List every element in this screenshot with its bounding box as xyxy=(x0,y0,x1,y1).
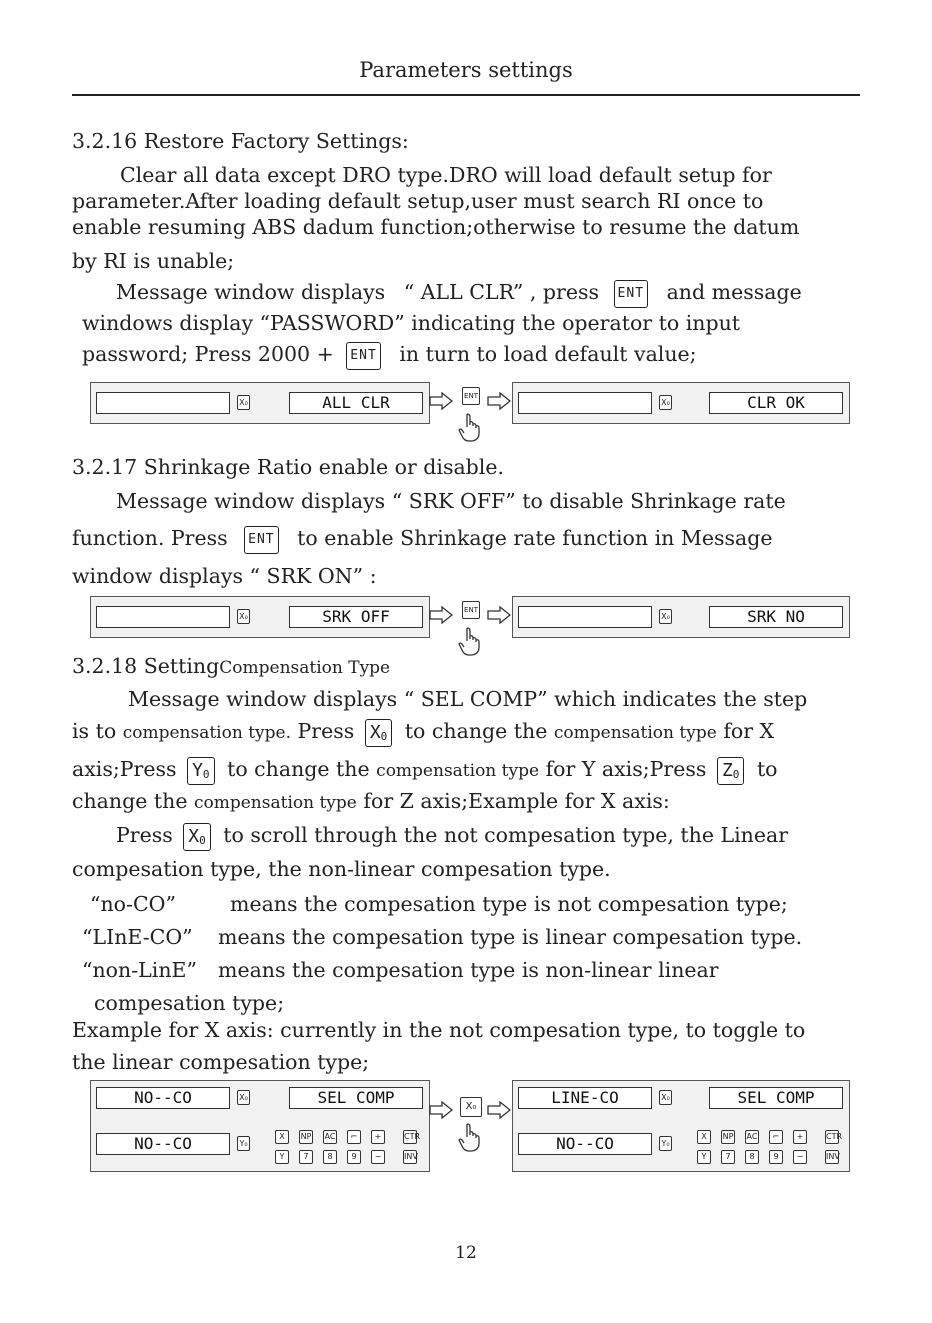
keypad-key: X xyxy=(697,1130,711,1144)
right-arrow-icon xyxy=(429,1101,453,1119)
keypad-key: 9 xyxy=(769,1150,783,1164)
keypad-key: + xyxy=(371,1130,385,1144)
s18-def-no-co: “no-CO” xyxy=(90,892,176,916)
message-window: SEL COMP xyxy=(709,1087,843,1109)
s18-line3 xyxy=(72,756,778,785)
dro-panel-before xyxy=(90,382,430,424)
key-letter: Z xyxy=(721,759,733,781)
keypad-key: 8 xyxy=(323,1150,337,1164)
x0-key-icon xyxy=(365,719,392,747)
keypad-key: Y xyxy=(697,1150,711,1164)
s18-example-line2: the linear compesation type; xyxy=(72,1050,370,1074)
keypad-key: INV xyxy=(825,1150,839,1164)
axis-window xyxy=(96,606,230,628)
s16-l7a: password; Press 2000 + xyxy=(82,342,334,366)
keypad-key: 9 xyxy=(347,1150,361,1164)
keypad-key: AC xyxy=(323,1130,337,1144)
s16-l7b: in turn to load default value; xyxy=(399,342,697,366)
s18-l5b: to scroll through the not compesation type, the Linear xyxy=(223,823,789,847)
s18-l4a: change the xyxy=(72,789,188,813)
s16-para-line: by RI is unable; xyxy=(72,249,235,273)
s18-line4 xyxy=(72,788,670,816)
s16-l5b: “ ALL CLR” , press xyxy=(403,280,600,304)
s18-l4c: for Z axis;Example for X axis: xyxy=(363,789,670,813)
key-sub: 0 xyxy=(202,767,210,781)
keypad-key: 8 xyxy=(745,1150,759,1164)
s18-l3c: compensation type xyxy=(376,761,540,781)
keypad-key: + xyxy=(793,1130,807,1144)
s16-para-line: parameter.After loading default setup,user must search RI once to xyxy=(72,189,764,213)
x-axis-window: NO--CO xyxy=(96,1087,230,1109)
section-3-2-18-heading xyxy=(72,653,390,681)
axis-window xyxy=(96,392,230,414)
section-3-2-17-heading: 3.2.17 Shrinkage Ratio enable or disable. xyxy=(72,455,505,479)
x0-key-icon: X₀ xyxy=(237,395,250,410)
key-sub: 0 xyxy=(199,833,206,847)
s17-l2a: function. Press xyxy=(72,526,228,550)
keypad-key: Y xyxy=(275,1150,289,1164)
y-axis-window: NO--CO xyxy=(96,1133,230,1155)
s17-l2b: to enable Shrinkage rate function in Message xyxy=(297,526,773,550)
header-rule xyxy=(72,94,860,96)
s18-heading-b: Compensation Type xyxy=(219,658,391,678)
s18-line1: Message window displays “ SEL COMP” which indicates the step xyxy=(128,687,808,711)
s16-line7 xyxy=(82,341,697,370)
x0-key-icon xyxy=(183,823,210,851)
s18-l2d: to change the xyxy=(404,719,548,743)
keypad-key: 7 xyxy=(299,1150,313,1164)
right-arrow-icon xyxy=(487,606,511,624)
section-3-2-16-heading: 3.2.16 Restore Factory Settings: xyxy=(72,129,409,153)
x0-key-icon: X₀ xyxy=(659,395,672,410)
key-letter: X xyxy=(369,721,381,743)
s16-l5c: and message xyxy=(666,280,802,304)
pointing-hand-icon xyxy=(458,1122,484,1152)
key-sub: 0 xyxy=(732,767,740,781)
s18-example-line1: Example for X axis: currently in the not compesation type, to toggle to xyxy=(72,1018,806,1042)
s18-l2e: compensation type xyxy=(553,723,717,743)
keypad-key: CTR xyxy=(825,1130,839,1144)
s18-def-non-line-text: means the compesation type is non-linear linear xyxy=(218,958,719,982)
s16-para-line: Clear all data except DRO type.DRO will load default setup for xyxy=(120,163,772,187)
message-window: SRK OFF xyxy=(289,606,423,628)
s18-l5a: Press xyxy=(116,823,173,847)
axis-window xyxy=(518,392,652,414)
x0-key-icon: X₀ xyxy=(659,609,672,624)
keypad-key: − xyxy=(793,1150,807,1164)
keypad-key: NP xyxy=(721,1130,735,1144)
s18-l3d: for Y axis;Press xyxy=(545,757,707,781)
key-letter: X xyxy=(188,825,200,847)
z0-key-icon xyxy=(717,757,744,785)
ent-key-icon: ENT xyxy=(346,342,380,370)
s17-line2 xyxy=(72,525,773,554)
s16-line6: windows display “PASSWORD” indicating the operator to input xyxy=(82,311,741,335)
y0-key-icon: Y₀ xyxy=(237,1136,250,1151)
y0-key-icon xyxy=(187,757,214,785)
s18-l2a: is to xyxy=(72,719,117,743)
right-arrow-icon xyxy=(429,606,453,624)
s16-line5 xyxy=(116,279,802,308)
s18-def-non-line: “non-LinE” xyxy=(82,958,197,982)
message-window: SEL COMP xyxy=(289,1087,423,1109)
pointing-hand-icon xyxy=(458,626,484,656)
message-window: SRK NO xyxy=(709,606,843,628)
ent-key-icon: ENT xyxy=(462,601,480,619)
keypad-key: AC xyxy=(745,1130,759,1144)
key-sub: 0 xyxy=(380,729,388,743)
y-axis-window: NO--CO xyxy=(518,1133,652,1155)
x0-key-icon: X₀ xyxy=(460,1097,482,1117)
dro-panel-before xyxy=(90,1080,430,1172)
right-arrow-icon xyxy=(487,392,511,410)
dro-panel-after xyxy=(512,382,850,424)
keypad-key: ⌐ xyxy=(769,1130,783,1144)
page-number: 12 xyxy=(455,1243,477,1263)
dro-panel-after xyxy=(512,596,850,638)
s16-para-line: enable resuming ABS dadum function;otherwise to resume the datum xyxy=(72,215,800,239)
s18-l3e: to xyxy=(756,757,778,781)
message-window: CLR OK xyxy=(709,392,843,414)
keypad-key: NP xyxy=(299,1130,313,1144)
s18-line2 xyxy=(72,718,774,747)
s18-def-line-co: “LInE-CO” xyxy=(82,925,193,949)
keypad-key: INV xyxy=(403,1150,417,1164)
dro-panel-before xyxy=(90,596,430,638)
key-letter: Y xyxy=(192,759,203,781)
ent-key-icon: ENT xyxy=(244,526,278,554)
s18-l2c: Press xyxy=(297,719,355,743)
x0-key-icon: X₀ xyxy=(237,609,250,624)
s18-l3b: to change the xyxy=(227,757,370,781)
s18-line6: compesation type, the non-linear compesation type. xyxy=(72,857,611,881)
s18-l2b: compensation type. xyxy=(122,723,291,743)
s18-l3a: axis;Press xyxy=(72,757,177,781)
keypad-key: X xyxy=(275,1130,289,1144)
x-axis-window: LINE-CO xyxy=(518,1087,652,1109)
right-arrow-icon xyxy=(429,392,453,410)
keypad-key: CTR xyxy=(403,1130,417,1144)
s17-line3: window displays “ SRK ON” : xyxy=(72,564,377,588)
x0-key-icon: X₀ xyxy=(659,1090,672,1105)
right-arrow-icon xyxy=(487,1101,511,1119)
s18-l2f: for X xyxy=(723,719,775,743)
axis-window xyxy=(518,606,652,628)
message-window: ALL CLR xyxy=(289,392,423,414)
dro-panel-after xyxy=(512,1080,850,1172)
s18-def-line-co-text: means the compesation type is linear compesation type. xyxy=(218,925,803,949)
keypad-key: ⌐ xyxy=(347,1130,361,1144)
s17-line1: Message window displays “ SRK OFF” to disable Shrinkage rate xyxy=(116,489,786,513)
keypad-key: 7 xyxy=(721,1150,735,1164)
ent-key-icon: ENT xyxy=(614,280,648,308)
page-header: Parameters settings xyxy=(359,58,573,82)
ent-key-icon: ENT xyxy=(462,387,480,405)
s18-def-no-co-text: means the compesation type is not compesation type; xyxy=(230,892,788,916)
s16-l5a: Message window displays xyxy=(116,280,386,304)
s18-def-non-line-cont: compesation type; xyxy=(94,991,285,1015)
s18-heading-a: 3.2.18 Setting xyxy=(72,654,220,678)
y0-key-icon: Y₀ xyxy=(659,1136,672,1151)
keypad-key: − xyxy=(371,1150,385,1164)
pointing-hand-icon xyxy=(458,412,484,442)
x0-key-icon: X₀ xyxy=(237,1090,250,1105)
s18-l4b: compensation type xyxy=(193,793,357,813)
s18-line5 xyxy=(116,822,788,851)
